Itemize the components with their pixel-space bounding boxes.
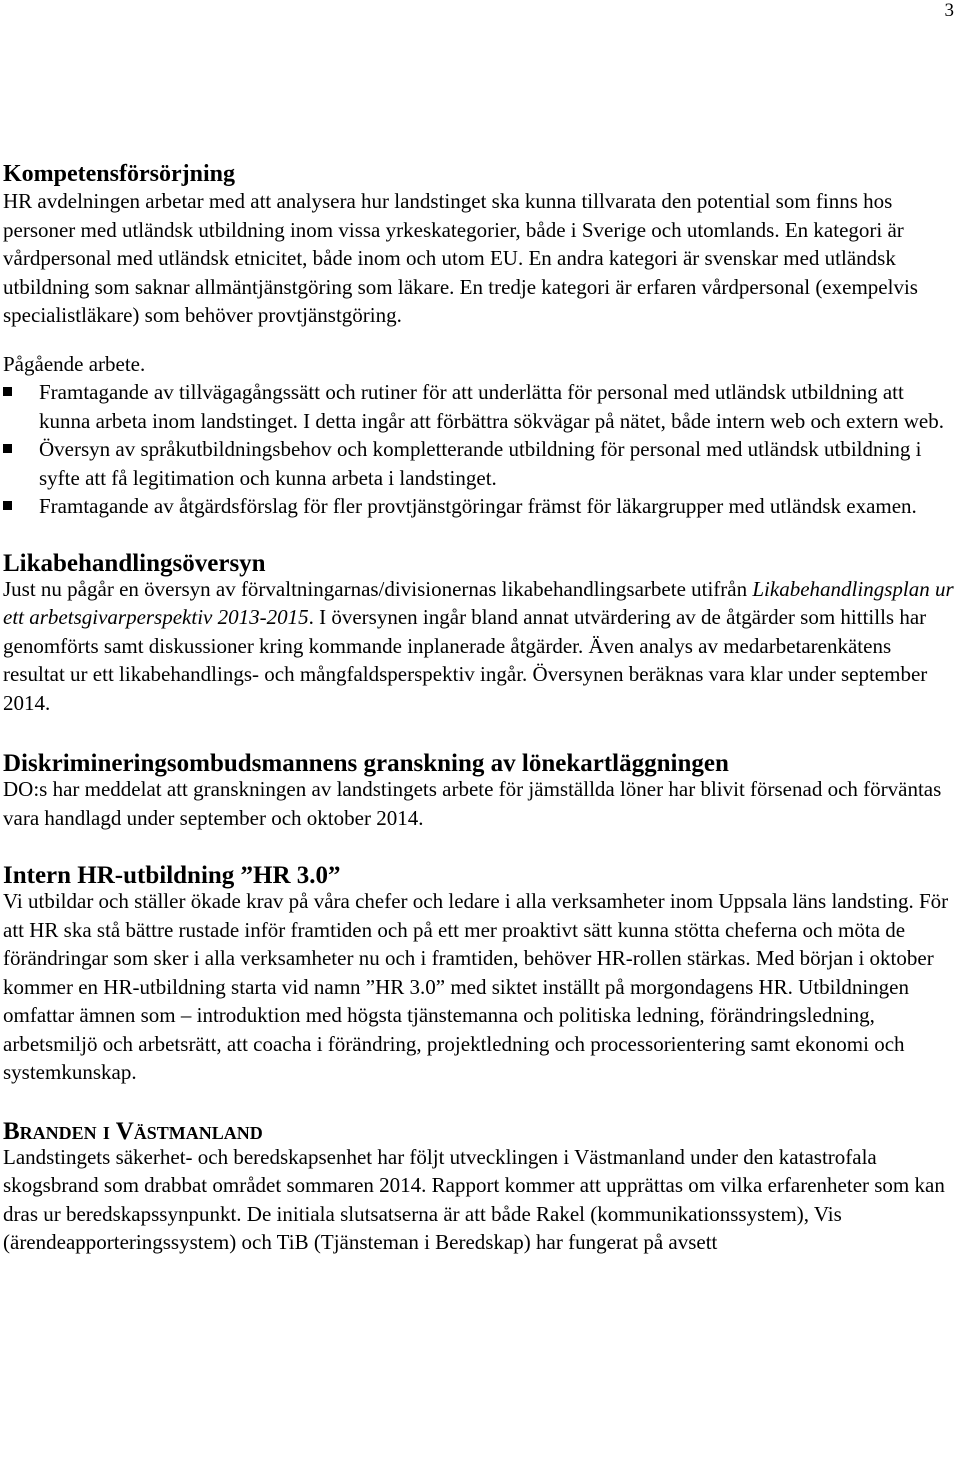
section-title: Likabehandlingsöversyn — [3, 549, 266, 577]
section-title: Kompetensförsörjning — [3, 161, 235, 187]
section-paragraph: DO:s har meddelat att granskningen av landstingets arbete för jämställda löner har blivit försenad och förväntas vara handlagd under september och oktober 2014. — [3, 777, 942, 830]
section-intern-hr-utbildning — [3, 861, 957, 1087]
section-kompetensforsorjning — [3, 159, 957, 521]
square-bullet-icon — [3, 444, 12, 453]
section-branden-i-vastmanland — [3, 1117, 957, 1257]
section-do-granskning — [3, 749, 957, 832]
list-item — [3, 435, 957, 492]
section-title: Diskrimineringsombudsmannens granskning av lönekartläggningen — [3, 750, 729, 777]
section-paragraph: Landstingets säkerhet- och beredskapsenhet har följt utvecklingen i Västmanland under den katastrofala skogsbrand som drabbat området sommaren 2014. Rapport kommer att upprättas om vilka erfarenheter som kan dras ur beredskapssynpunkt. De initiala slutsatserna är att både Rakel (kommunikationssystem), Vis (ärendeapporteringssystem) och TiB (Tjänsteman i Beredskap) har fungerat på avsett — [3, 1144, 945, 1254]
paragraph-text: Just nu pågår en översyn av förvaltningarnas/divisionernas likabehandlingsarbete utifrån — [3, 576, 753, 601]
list-item-text: Framtagande av tillvägagångssätt och rutiner för att underlätta för personal med utländsk utbildning att kunna arbeta inom landstinget. I detta ingår att förbättra sökvägar på nätet, både intern web och extern web. — [39, 380, 944, 433]
list-item — [3, 378, 957, 435]
ongoing-work-list — [3, 378, 957, 521]
list-item-text: Framtagande av åtgärdsförslag för fler provtjänstgöringar främst för läkargrupper med utländsk examen. — [39, 494, 917, 518]
paragraph-text: . I översynen ingår bland annat utvärdering av de åtgärder som hittills har genomförts samt diskussioner kring kommande inplanerade åtgärder. Även analys av medarbetarenkätens resultat ur ett likabehandlings- och mångfaldsperspektiv ingår. Översynen beräknas vara klar under september 2014. — [3, 605, 928, 715]
square-bullet-icon — [3, 387, 12, 396]
list-item — [3, 492, 957, 521]
square-bullet-icon — [3, 501, 12, 510]
section-paragraph: HR avdelningen arbetar med att analysera hur landstinget ska kunna tillvarata den potential som finns hos personer med utländsk utbildning inom vissa yrkeskategorier, både i Sverige och utomlands. En kategori är vårdpersonal med utländsk etnicitet, både inom och utom EU. En andra kategori är svenskar med utländsk utbildning som saknar allmäntjänstgöring som läkare. En tredje kategori är erfaren vårdpersonal (exempelvis specialistläkare) som behöver provtjänstgöring. — [3, 189, 918, 327]
section-title: Intern HR-utbildning ”HR 3.0” — [3, 862, 341, 889]
page-number: 3 — [944, 0, 954, 21]
section-likabehandlingsoversyn — [3, 549, 957, 718]
ongoing-work-label: Pågående arbete. — [3, 351, 146, 376]
section-title: Branden i Västmanland — [3, 1117, 263, 1145]
section-paragraph — [3, 575, 957, 718]
plan-title: Likabehandlingsplan ur ett arbetsgivarperspektiv 2013-2015 — [3, 576, 954, 629]
list-item-text: Översyn av språkutbildningsbehov och kompletterande utbildning för personal med utländsk utbildning i syfte att få legitimation och kunna arbeta i landstinget. — [39, 437, 922, 490]
section-paragraph: Vi utbildar och ställer ökade krav på våra chefer och ledare i alla verksamheter inom Uppsala läns landsting. För att HR ska stå bättre rustade inför framtiden och på ett mer proaktivt sätt kunna stötta cheferna och möta de förändringar som sker i alla verksamheter nu och i framtiden, behöver HR-rollen stärkas. Med början i oktober kommer en HR-utbildning starta vid namn ”HR 3.0” med siktet inställt på morgondagens HR. Utbildningen omfattar ämnen som – introduktion med högsta tjänstemanna och politiska ledning, förändringsledning, arbetsmiljö och arbetsrätt, att coacha i förändring, projektledning och processorientering samt ekonomi och systemkunskap. — [3, 889, 949, 1084]
document-body — [3, 159, 957, 1257]
